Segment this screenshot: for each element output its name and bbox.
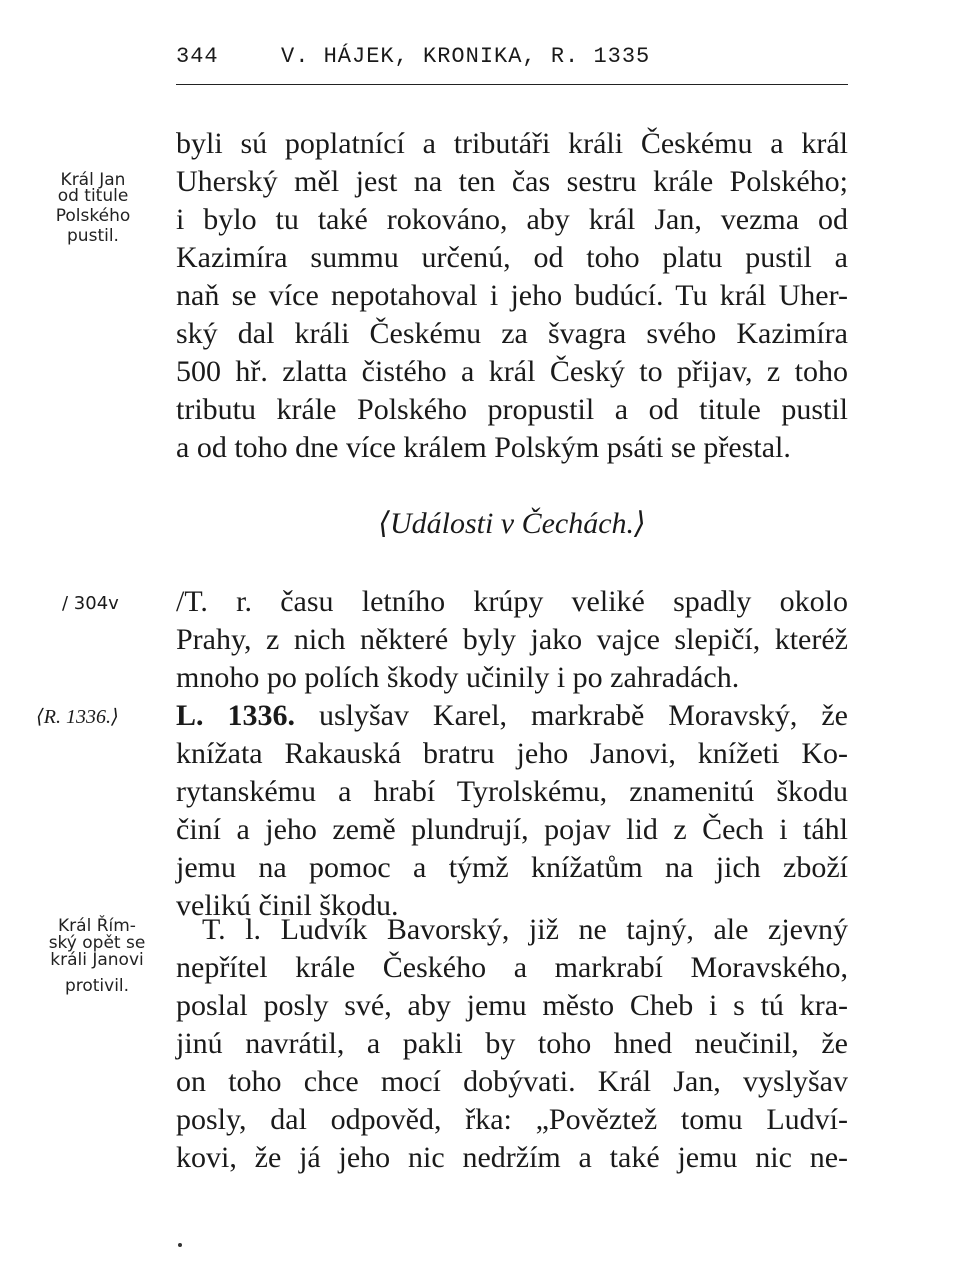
text-line: knížata Rakauská bratru jeho Janovi, knížeti Ko- [176,737,848,770]
text-line: mnoho po polích škody učinily i po zahradách. [176,661,740,694]
margin-note-line: králi Janovi [50,950,144,970]
text-line: byli sú poplatnící a tributáři králi Českému a král [176,127,848,160]
text-line: nepřítel krále Českého a markrabí Moravského, [176,951,848,984]
text-line: poslal posly své, aby jemu město Cheb i s tú kra- [176,989,848,1022]
year-reference: ⟨R. 1336.⟩ [36,706,119,728]
text-line: i bylo tu také rokováno, aby král Jan, vezma od [176,203,848,236]
text-line: jinú navrátil, a pakli by toho hned neučinil, že [176,1027,848,1060]
text-line-year [176,696,848,736]
margin-note-line: Král Řím- [58,916,136,936]
text-line: kovi, že já jeho nic nedržím a také jemu nic ne- [176,1141,848,1174]
text-line: tributu krále Polského propustil a od titule pustil [176,393,848,426]
text-line: Prahy, z nich některé byly jako vajce slepičí, kteréž [176,623,848,656]
running-title: V. HÁJEK, KRONIKA, R. 1335 [281,44,651,69]
margin-note-line: od titule [57,186,129,206]
text-line: /T. r. času letního krúpy veliké spadly okolo [176,585,848,618]
text-line: Uherský měl jest na ten čas sestru krále Polského; [176,165,848,198]
text-line: naň se více nepotahoval i jeho budúcí. Tu král Uher- [176,279,848,312]
text-line: jemu na pomoc a týmž knížatům na jich zboží [176,851,848,884]
text-line: posly, dal odpověd, řka: „Pověztež tomu Ludví- [176,1103,848,1136]
margin-note-line: protivil. [64,976,130,996]
folio-reference: / 304v [62,593,119,614]
page-number: 344 [176,44,219,69]
margin-note-king-ludvik [28,916,166,996]
running-header [176,44,848,85]
text-line: 500 hř. zlatta čistého a král Český to přijav, z toho [176,355,848,388]
text-span: uslyšav Karel, markrabě Moravský, že [294,699,848,732]
section-heading: ⟨Události v Čechách.⟩ [378,507,646,540]
text-line: velikú činil škodu. [176,889,399,922]
margin-note-line: Polského [55,206,131,226]
text-line: rytanskému a hrabí Tyrolskému, znamenitú škodu [176,775,848,808]
text-line: ský dal králi Českému za švagra svého Kazimíra [176,317,848,350]
text-line: on toho chce mocí dobývati. Král Jan, vyslyšav [176,1065,848,1098]
margin-note-line: Král Jan [60,170,126,190]
margin-note-line: ský opět se [48,933,146,953]
text-line: Kazimíra summu určenú, od toho platu pustil a [176,241,848,274]
text-line: činí a jeho země plundrují, pojav lid z Čech i táhl [176,813,848,846]
margin-note-line: pustil. [67,226,119,246]
print-speck [178,1243,182,1247]
text-line: T. l. Ludvík Bavorský, již ne tajný, ale zjevný [202,913,848,946]
text-line: a od toho dne více králem Polským psáti se přestal. [176,431,791,464]
margin-note-king-jan [28,170,158,246]
year-label: L. 1336. [176,699,295,732]
